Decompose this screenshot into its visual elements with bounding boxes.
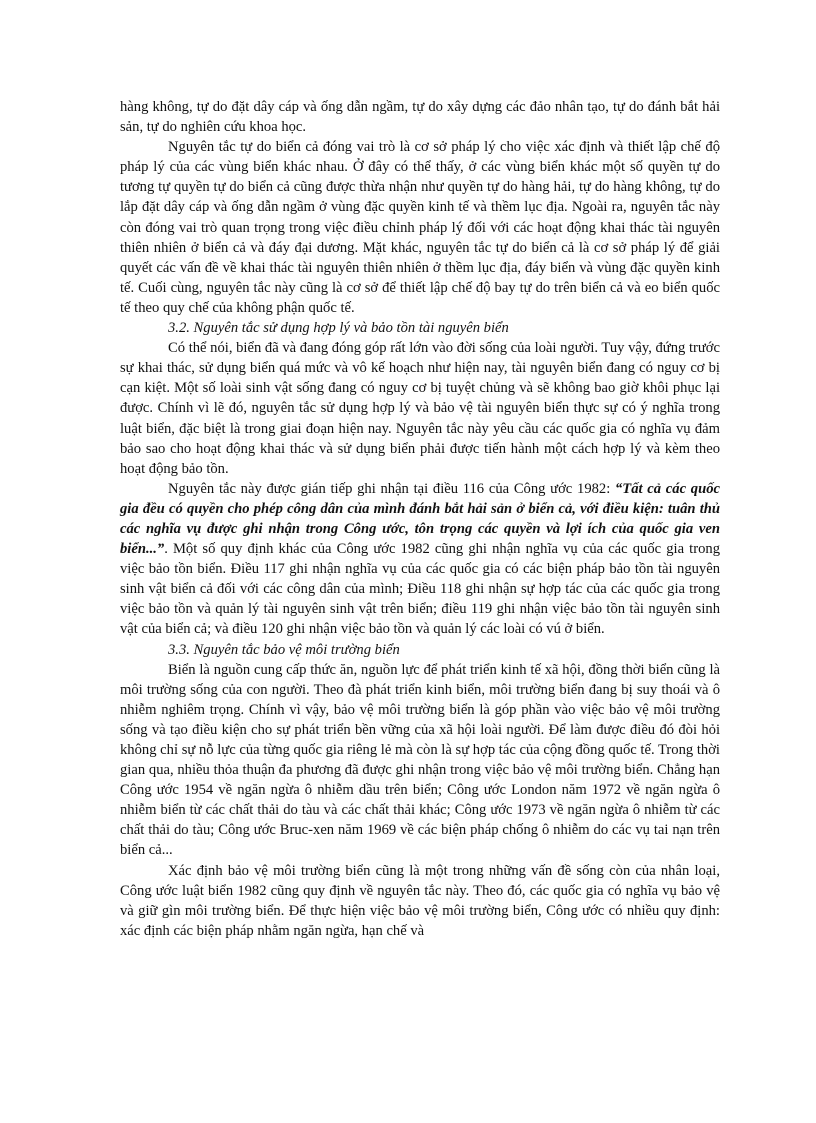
- paragraph-6: Xác định bảo vệ môi trường biển cũng là một trong những vấn đề sống còn của nhân loại, Công ước luật biển 1982 cũng quy định về nguyên tắc này. Theo đó, các quốc gia có nghĩa vụ bảo vệ và giữ gìn môi trường biển. Để thực hiện việc bảo vệ môi trường biển, Công ước có nhiều quy định: xác định các biện pháp nhằm ngăn ngừa, hạn chế và: [120, 862, 720, 939]
- paragraph-3: Có thể nói, biển đã và đang đóng góp rất lớn vào đời sống của loài người. Tuy vậy, đứng trước sự khai thác, sử dụng biển quá mức và vô kế hoạch như hiện nay, tài nguyên biển đang có nguy cơ bị cạn kiệt. Một số loài sinh vật sống đang có nguy cơ bị tuyệt chủng và sẽ không bao giờ khôi phục lại được. Chính vì lẽ đó, nguyên tắc sử dụng hợp lý và bảo vệ tài nguyên biển thực sự có ý nghĩa trong luật biển, đặc biệt là trong giai đoạn hiện nay. Nguyên tắc này yêu cầu các quốc gia có nghĩa vụ đảm bảo sao cho hoạt động khai thác và sử dụng biển phải được tiến hành một cách hợp lý và kèm theo hoạt động bảo tồn.: [120, 340, 720, 477]
- paragraph-5: Biển là nguồn cung cấp thức ăn, nguồn lực để phát triển kinh tế xã hội, đồng thời biển cũng là môi trường sống của con người. Theo đà phát triển kinh biển, môi trường biển đang bị suy thoái và ô nhiễm nghiêm trọng. Chính vì vậy, bảo vệ môi trường biển là góp phần vào việc bảo vệ môi trường sống và tạo điều kiện cho sự phát triển bền vững của xã hội loài người. Để làm được điều đó đòi hỏi không chỉ sự nỗ lực của từng quốc gia riêng lẻ mà còn là sự hợp tác của cộng đồng quốc tế. Trong thời gian qua, nhiều thỏa thuận đa phương đã được ghi nhận trong việc bảo vệ môi trường biển. Chẳng hạn Công ước 1954 về ngăn ngừa ô nhiễm dầu trên biển; Công ước London năm 1972 về ngăn ngừa ô nhiễm biển từ các chất thải do tàu và các chất thải khác; Công ước 1973 về ngăn ngừa ô nhiễm từ các chất thải do tàu; Công ước Bruc-xen năm 1969 về các biện pháp chống ô nhiễm do các vụ tai nạn trên biển cả...: [120, 661, 720, 859]
- paragraph-2: Nguyên tắc tự do biển cả đóng vai trò là cơ sở pháp lý cho việc xác định và thiết lập chế độ pháp lý của các vùng biển khác nhau. Ở đây có thể thấy, ở các vùng biển khác một số quyền tự do tương tự quyền tự do biển cả cũng được thừa nhận như quyền tự do hàng hải, tự do hàng không, tự do lắp đặt dây cáp và ống dẫn ngầm ở vùng đặc quyền kinh tế và thềm lục địa. Ngoài ra, nguyên tắc này còn đóng vai trò quan trọng trong việc điều chỉnh pháp lý đối với các hoạt động khai thác tài nguyên thiên nhiên ở biển cả và đáy đại dương. Mặt khác, nguyên tắc tự do biển cả là cơ sở pháp lý để giải quyết các vấn đề về khai thác tài nguyên thiên nhiên ở thềm lục địa, đáy biển và vùng đặc quyền kinh tế. Cuối cùng, nguyên tắc này cũng là cơ sở để thiết lập chế độ bay tự do trên biển cả và eo biển quốc tế theo quy chế của không phận quốc tế.: [120, 139, 720, 316]
- document-page: [120, 97, 720, 941]
- paragraph-4: [120, 479, 720, 640]
- paragraph-1: hàng không, tự do đặt dây cáp và ống dẫn ngầm, tự do xây dựng các đảo nhân tạo, tự do đánh bắt hải sản, tự do nghiên cứu khoa học.: [120, 99, 720, 136]
- section-heading-3-3: 3.3. Nguyên tắc bảo vệ môi trường biển: [168, 641, 400, 658]
- paragraph-4-start: Nguyên tắc này được gián tiếp ghi nhận tại điều 116 của Công ước 1982:: [168, 480, 615, 497]
- section-heading-3-2: 3.2. Nguyên tắc sử dụng hợp lý và bảo tồn tài nguyên biển: [168, 320, 509, 337]
- paragraph-4-end: . Một số quy định khác của Công ước 1982 cũng ghi nhận nghĩa vụ của các quốc gia trong việc bảo tồn biển. Điều 117 ghi nhận nghĩa vụ của các quốc gia có các biện pháp bảo tồn tài nguyên sinh vật biển cả đối với các công dân của mình; Điều 118 ghi nhận sự hợp tác của các quốc gia trong việc bảo tồn và quản lý tài nguyên sinh vật trên biển; điều 119 ghi nhận việc bảo tồn tài nguyên sinh vật của biển cả; và điều 120 ghi nhận việc bảo tồn và quản lý các loài có vú ở biển.: [120, 541, 720, 638]
- paragraph-4-quote: “Tất cả các quốc gia đều có quyền cho phép công dân của mình đánh bắt hải sản ở biển cả, với điều kiện: tuân thủ các nghĩa vụ được ghi nhận trong Công ước, tôn trọng các quyền và lợi ích của quốc gia ven biển...”: [120, 480, 720, 558]
